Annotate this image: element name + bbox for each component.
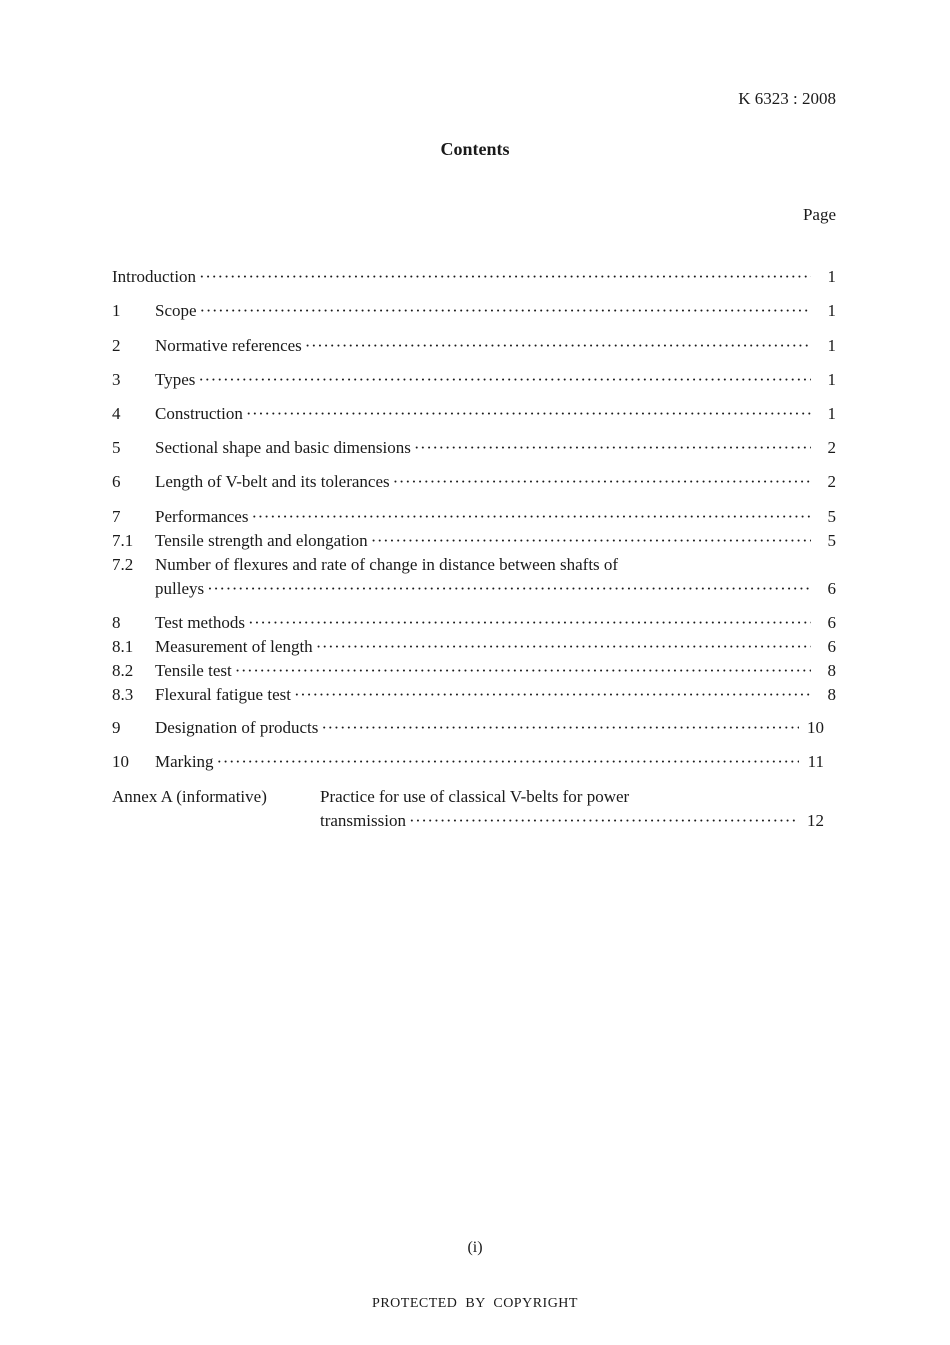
toc-entry-title: Normative references — [155, 336, 302, 355]
toc-entry-performances[interactable] — [112, 505, 836, 529]
leader-dots — [316, 635, 811, 659]
toc-entry-title: Tensile test — [155, 661, 232, 680]
toc-entry-number: 8.3 — [112, 685, 134, 704]
leader-dots — [409, 809, 799, 833]
toc-entry-page: 8 — [827, 685, 836, 704]
toc-entry-number: 8.2 — [112, 661, 134, 680]
document-id: K 6323 : 2008 — [738, 89, 836, 108]
leader-dots — [305, 334, 811, 358]
toc-entry-number: 1 — [112, 301, 121, 320]
annex-label: Annex A (informative) — [112, 787, 267, 806]
leader-dots — [246, 402, 811, 426]
toc-entry-page: 2 — [827, 472, 836, 491]
toc-entry-number: 3 — [112, 370, 121, 389]
toc-entry-title: Marking — [155, 752, 214, 771]
leader-dots — [414, 436, 811, 460]
toc-entry-page: 1 — [827, 404, 836, 423]
leader-dots — [217, 750, 799, 774]
toc-entry-title-continued: transmission — [320, 811, 406, 830]
toc-entry-title: Scope — [155, 301, 197, 320]
leader-dots — [393, 470, 811, 494]
toc-entry-page: 5 — [827, 507, 836, 526]
toc-entry-sectional-shape[interactable] — [112, 436, 836, 460]
toc-entry-page: 8 — [827, 661, 836, 680]
toc-entry-number: 6 — [112, 472, 121, 491]
toc-entry-title: Types — [155, 370, 196, 389]
leader-dots — [321, 716, 799, 740]
leader-dots — [248, 611, 811, 635]
toc-entry-page: 2 — [827, 438, 836, 457]
toc-entry-title: Measurement of length — [155, 637, 313, 656]
toc-entry-number: 8.1 — [112, 637, 134, 656]
page-title: Contents — [440, 139, 510, 159]
toc-entry-page: 1 — [827, 267, 836, 286]
toc-entry-page: 6 — [827, 613, 836, 632]
leader-dots — [371, 529, 811, 553]
toc-entry-construction[interactable] — [112, 402, 836, 426]
copyright-notice: PROTECTED BY COPYRIGHT — [372, 1296, 578, 1311]
toc-entry-number: 7.2 — [112, 555, 134, 574]
page-column-label: Page — [802, 205, 836, 224]
toc-entry-title: Introduction — [112, 267, 197, 286]
toc-entry-designation-of-products[interactable] — [112, 716, 824, 740]
toc-entry-number: 2 — [112, 336, 121, 355]
toc-entry-page: 5 — [827, 531, 836, 550]
toc-entry-page: 10 — [807, 718, 824, 737]
toc-entry-flexural-fatigue-test[interactable] — [112, 683, 836, 707]
toc-entry-page: 6 — [827, 579, 836, 598]
toc-entry-title: Tensile strength and elongation — [155, 531, 368, 550]
toc-entry-length-tolerances[interactable] — [112, 470, 836, 494]
toc-entry-title: Length of V-belt and its tolerances — [155, 472, 390, 491]
footer-page-number: (i) — [467, 1239, 483, 1256]
toc-entry-title: Number of flexures and rate of change in distance between shafts of — [155, 555, 619, 574]
toc-entry-normative-references[interactable] — [112, 334, 836, 358]
toc-entry-title: Flexural fatigue test — [155, 685, 291, 704]
toc-entry-number: 10 — [112, 752, 129, 771]
toc-entry-number: 8 — [112, 613, 121, 632]
toc-entry-title: Test methods — [155, 613, 245, 632]
toc-entry-title: Performances — [155, 507, 249, 526]
toc-entry-tensile-test[interactable] — [112, 659, 836, 683]
toc-entry-number: 5 — [112, 438, 121, 457]
toc-entry-number: 7.1 — [112, 531, 134, 550]
toc-entry-tensile-strength[interactable] — [112, 529, 836, 553]
leader-dots — [207, 577, 811, 601]
toc-entry-page: 1 — [827, 370, 836, 389]
toc-entry-annex-a[interactable] — [112, 785, 824, 833]
toc-entry-page: 1 — [827, 301, 836, 320]
leader-dots — [235, 659, 811, 683]
toc-entry-title: Practice for use of classical V-belts for power — [320, 787, 630, 806]
toc-entry-number: 7 — [112, 507, 121, 526]
leader-dots — [198, 368, 811, 392]
toc-entry-scope[interactable] — [112, 299, 836, 323]
toc-entry-title: Designation of products — [155, 718, 319, 737]
toc-entry-title: Construction — [155, 404, 243, 423]
toc-entry-page: 6 — [827, 637, 836, 656]
leader-dots — [251, 505, 811, 529]
toc-entry-title: Sectional shape and basic dimensions — [155, 438, 411, 457]
toc-entry-page: 11 — [807, 752, 824, 771]
toc-entry-measurement-of-length[interactable] — [112, 635, 836, 659]
leader-dots — [200, 299, 811, 323]
toc-entry-page: 12 — [807, 811, 824, 830]
toc-entry-types[interactable] — [112, 368, 836, 392]
toc-entry-marking[interactable] — [112, 750, 824, 774]
toc-entry-introduction[interactable] — [112, 265, 836, 289]
toc-entry-title-continued: pulleys — [155, 579, 205, 598]
toc-entry-number: 9 — [112, 718, 121, 737]
toc-entry-number-of-flexures[interactable] — [112, 553, 836, 601]
toc-entry-number: 4 — [112, 404, 121, 423]
leader-dots — [199, 265, 811, 289]
leader-dots — [294, 683, 811, 707]
toc-entry-test-methods[interactable] — [112, 611, 836, 635]
toc-entry-page: 1 — [827, 336, 836, 355]
